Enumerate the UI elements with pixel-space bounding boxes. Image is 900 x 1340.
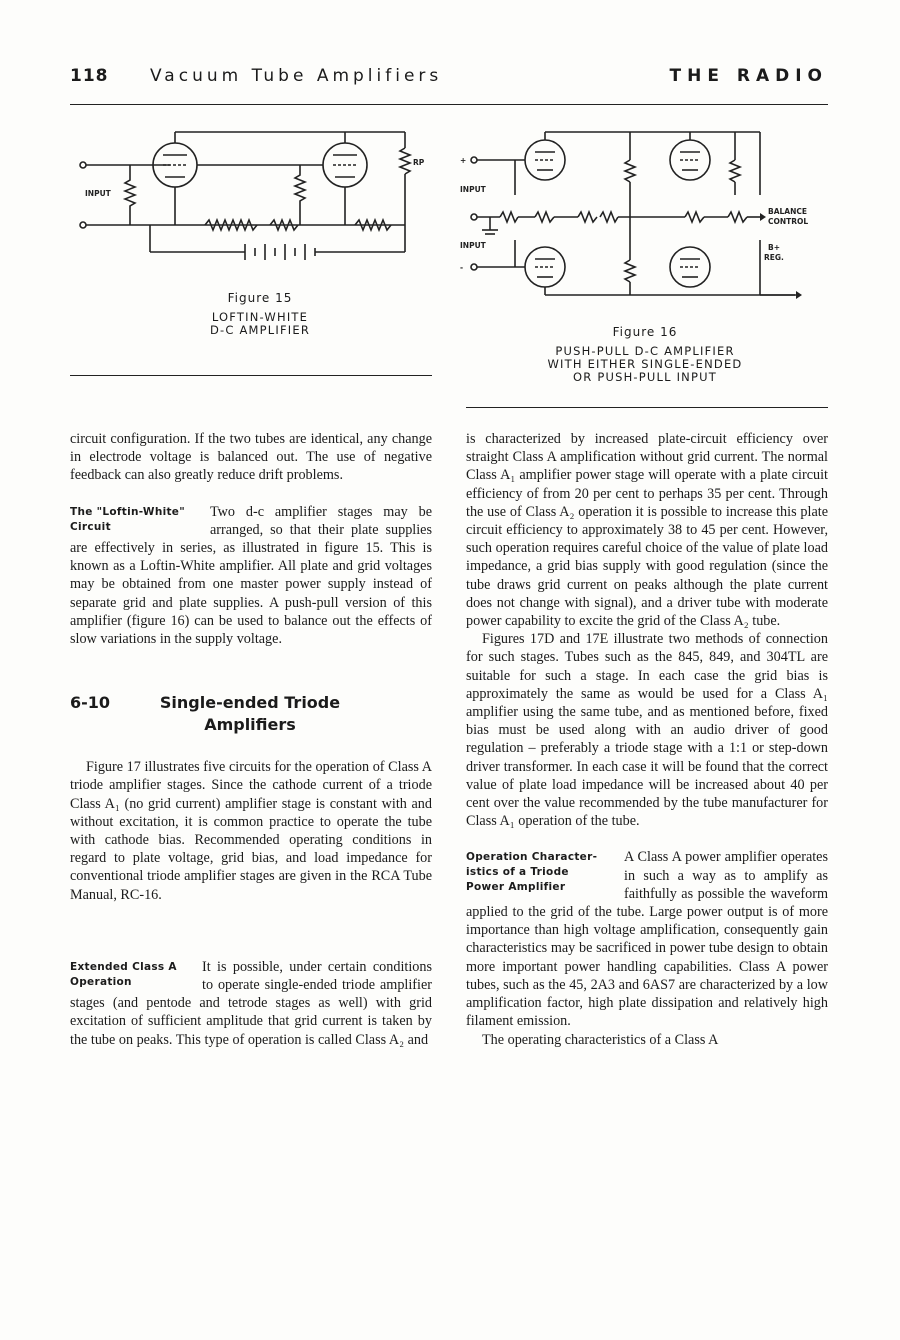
fig16-bplus-label: B+ [768,243,781,252]
section-title-line2: Amplifiers [204,715,296,735]
running-section: THE RADIO [669,66,828,86]
fig15-number: Figure 15 [227,291,293,305]
figure-15 [75,120,445,337]
ext-head-line2: Operation [70,975,132,988]
left-paragraph-4: It is possible, under certain conditions to operate single-ended triode amplifier stages (and pentode and tetrode stages as well) with grid excitation of sufficient amplitude that grid current is taken by the tube on peaks. This type of operation is called Class A₂ and [70,958,432,1048]
fig15-rp-label: RP [413,158,425,167]
fig15-rule [70,375,432,376]
fig16-minus-label: - [460,263,464,272]
fig16-number: Figure 16 [612,325,678,339]
extended-class-a-side-heading [70,960,194,990]
left-column [70,430,432,1049]
fig16-caption-line3: OR PUSH-PULL INPUT [573,370,717,384]
fig15-input-label: INPUT [85,189,111,198]
fig15-caption [75,292,445,337]
op-head-line1: Operation Character- [466,851,598,864]
right-paragraph-3: A Class A power amplifier operates in such a way as to amplify as faithfully as possible the waveform applied to the grid of the tube. Large power output is of more importance than high voltage amplification, consequently gain characteristics may be sacrificed in power tube design to obtain more important power handling capabilities. Class A power tubes, such as the 45, 2A3 and 6AS7 are characterized by a low amplification factor, high plate dissipation and relatively high filament emission. [466,849,828,1030]
left-paragraph-3: Figure 17 illustrates five circuits for the operation of Class A triode amplifier stages. Since the cathode current of a triode Class A₁ (no grid current) amplifier stage is constant with and without excitation, it is common practice to operate the tube with cathode bias. Recommended operating conditions in regard to plate voltage, grid bias, and load impedance for conventional triode amplifier stages are given in the RCA Tube Manual, RC-16. [70,759,432,903]
push-pull-schematic [460,120,830,310]
section-heading [70,692,432,742]
fig16-balance-label: BALANCE [768,207,808,216]
loftin-white-side-heading [70,505,202,535]
fig16-input1-label: INPUT [460,185,486,194]
ext-head-line1: Extended Class A [70,960,177,973]
right-paragraph-4: The operating characteristics of a Class A [482,1031,719,1048]
fig16-plus-label: + [460,156,467,165]
fig16-input2-label: INPUT [460,241,486,250]
page-number: 118 [70,66,109,86]
loftin-head-line2: Circuit [70,520,111,533]
extended-class-a-block [70,958,432,1049]
fig16-caption-line2: WITH EITHER SINGLE-ENDED [547,357,743,371]
section-title [140,692,360,736]
right-paragraph-2: Figures 17D and 17E illustrate two methods of connection for such stages. Tubes such as the 845, 849, and 304TL are suitable for such a stage. In each case the grid bias is approximately the same as would be used for a Class A₁ amplifier using the same tube, and as mentioned before, fixed bias must be used along with an audio driver of good regulation – preferably a triode stage with a 1:1 or step-down driver transformer. In each case it will be found that the correct value of plate load impedance will be increased about 40 per cent over the value recommended by the tube manufacturer for Class A₁ operation of the tube. [466,631,828,830]
op-head-line3: Power Amplifier [466,881,566,894]
section-number: 6-10 [70,693,111,713]
figure-16 [460,120,830,384]
left-paragraph-1: circuit configuration. If the two tubes are identical, any change in electrode voltage is balanced out. The use of negative feedback can also greatly reduce drift problems. [70,431,432,484]
right-column [466,430,828,1049]
loftin-head-line1: The "Loftin-White" [70,505,186,518]
fig16-control-label: CONTROL [768,217,809,226]
fig16-rule [466,407,828,408]
loftin-white-block [70,503,432,649]
operation-side-heading [466,850,616,895]
fig16-caption [460,326,830,384]
header-rule [70,104,828,105]
running-title: Vacuum Tube Amplifiers [150,66,443,86]
fig15-caption-line2: D-C AMPLIFIER [209,323,311,337]
fig15-caption-line1: LOFTIN-WHITE [211,310,309,324]
fig16-caption-line1: PUSH-PULL D-C AMPLIFIER [555,344,735,358]
op-head-line2: istics of a Triode [466,866,569,879]
fig16-reg-label: REG. [764,253,784,262]
right-paragraph-1: is characterized by increased plate-circuit efficiency over straight Class A amplification without grid current. The normal Class A₁ amplifier power stage will operate with a plate circuit efficiency of from 20 per cent to perhaps 35 per cent. Through the use of Class A₂ operation it is possible to increase this plate circuit efficiency to approximately 38 to 45 per cent. However, such operation requires careful choice of the value of plate load impedance, a grid bias supply with good regulation (since the tube draws grid current on peaks although the plate current does not change with signal), and a driver tube with moderate power capability to excite the grid of the Class A₂ tube. [466,431,828,630]
page-header [70,66,828,96]
section-title-line1: Single-ended Triode [159,693,341,713]
left-paragraph-2: Two d-c amplifier stages may be arranged, so that their plate supplies are effectively in series, as illustrated in figure 15. This is known as a Loftin-White amplifier. All plate and grid voltages may be obtained from one master power supply instead of separate grid and plate supplies. A push-pull version of this amplifier (figure 16) can be used to balance out the effects of slow variations in the supply voltage. [70,503,432,648]
operation-characteristics-block [466,848,828,1030]
loftin-white-schematic [75,120,445,280]
